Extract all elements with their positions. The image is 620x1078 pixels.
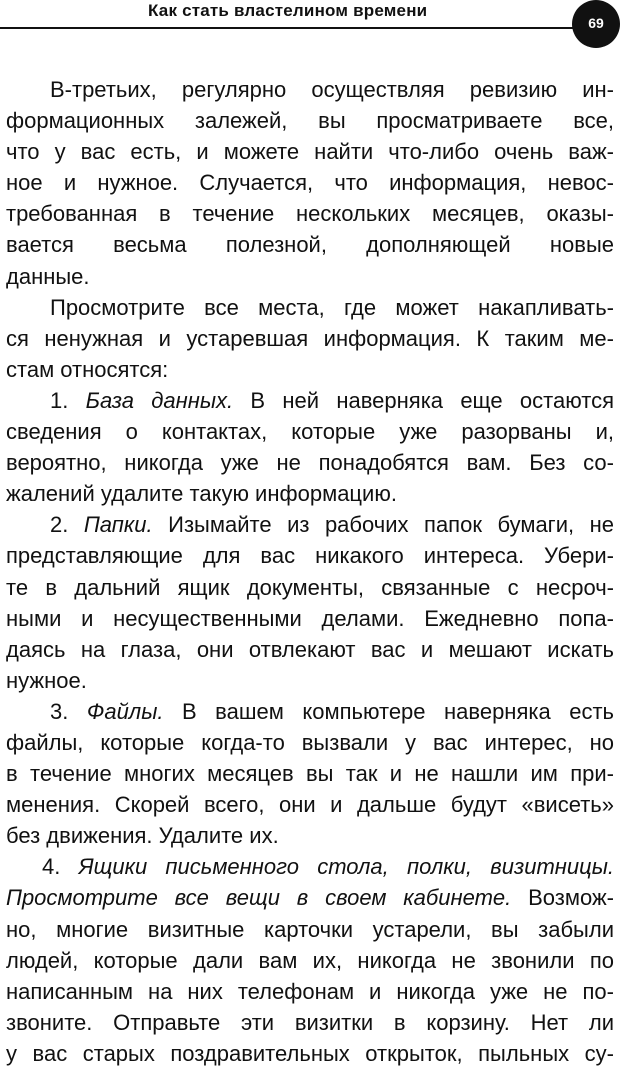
text-line <box>6 323 614 354</box>
text-segment: без движения. Удалите их. <box>6 823 279 849</box>
text-segment: те в дальний ящик документы, связанные с несроч- <box>6 574 614 600</box>
text-line <box>6 229 614 260</box>
text-segment: ными и несущественными делами. Ежедневно попа- <box>6 605 614 631</box>
page-number-badge <box>572 0 620 48</box>
italic-text-segment: Папки. <box>83 512 153 538</box>
text-line <box>6 416 614 447</box>
text-line <box>6 758 614 789</box>
text-line <box>6 603 614 634</box>
text-line <box>6 167 614 198</box>
text-line <box>6 914 614 945</box>
text-line <box>6 1038 614 1069</box>
text-segment: ное и нужное. Случается, что информация, невос- <box>6 170 614 196</box>
text-line <box>6 945 614 976</box>
text-segment: представляющие для вас никакого интереса. Убери- <box>6 543 614 569</box>
text-segment: звоните. Отправьте эти визитки в корзину. Нет ли <box>6 1009 614 1035</box>
text-line <box>6 1007 614 1038</box>
text-segment: файлы, которые когда-то вызвали у вас интерес, но <box>6 729 614 755</box>
text-line <box>6 105 614 136</box>
text-segment: но, многие визитные карточки устарели, вы забыли <box>6 916 614 942</box>
text-line <box>6 354 614 385</box>
text-segment: ся ненужная и устаревшая информация. К таким ме- <box>6 325 614 351</box>
text-line <box>6 509 614 540</box>
text-line <box>6 385 614 416</box>
text-line <box>6 478 614 509</box>
text-segment: В вашем компьютере наверняка есть <box>163 698 614 724</box>
text-segment: 1. <box>50 387 86 413</box>
text-segment: вается весьма полезной, дополняющей новые <box>6 232 614 258</box>
text-line <box>6 665 614 696</box>
text-segment: жалений удалите такую информацию. <box>6 481 397 507</box>
italic-text-segment: Ящики письменного стола, полки, визитницы. <box>78 854 614 880</box>
text-segment: формационных залежей, вы просматриваете все, <box>6 108 614 134</box>
running-title: Как стать властелином времени <box>148 1 428 20</box>
text-segment: В ней наверняка еще остаются <box>233 387 614 413</box>
text-segment: людей, которые дали вам их, никогда не звонили по <box>6 947 614 973</box>
text-line <box>6 447 614 478</box>
text-segment: что у вас есть, и можете найти что-либо очень важ- <box>6 139 614 165</box>
text-segment: требованная в течение нескольких месяцев, оказы- <box>6 201 614 227</box>
text-segment: сведения о контактах, которые уже разорваны и, <box>6 419 614 445</box>
text-line <box>6 74 614 105</box>
text-line <box>6 851 614 882</box>
text-line <box>6 292 614 323</box>
text-line <box>6 882 614 913</box>
italic-text-segment: База данных. <box>85 387 234 413</box>
text-segment: менения. Скорей всего, они и дальше будут «висеть» <box>6 792 614 818</box>
header-rule <box>0 27 582 29</box>
text-segment: 4. <box>42 854 79 880</box>
text-segment: у вас старых поздравительных открыток, пыльных су- <box>6 1040 614 1066</box>
text-line <box>6 136 614 167</box>
text-line <box>6 696 614 727</box>
text-segment: 3. <box>50 698 87 724</box>
italic-text-segment: Файлы. <box>86 698 164 724</box>
text-line <box>6 727 614 758</box>
text-segment: В-третьих, регулярно осуществляя ревизию ин- <box>50 77 614 102</box>
text-segment: в течение многих месяцев вы так и не нашли им при- <box>6 761 614 787</box>
text-segment: стам относятся: <box>6 356 169 382</box>
text-segment: даясь на глаза, они отвлекают вас и мешают искать <box>6 636 614 662</box>
italic-text-segment: Просмотрите все вещи в своем кабинете. <box>6 885 512 911</box>
text-line <box>6 261 614 292</box>
text-segment: Просмотрите все места, где может накапливать- <box>50 294 614 320</box>
page-body-text <box>6 74 614 1069</box>
text-segment: Изымайте из рабочих папок бумаги, не <box>152 512 614 538</box>
text-line <box>6 820 614 851</box>
running-header <box>0 0 620 48</box>
text-line <box>6 572 614 603</box>
text-line <box>6 634 614 665</box>
text-segment: Возмож- <box>511 885 614 911</box>
text-segment: данные. <box>6 263 90 289</box>
text-line <box>6 540 614 571</box>
text-segment: 2. <box>50 512 84 538</box>
text-line <box>6 789 614 820</box>
text-segment: написанным на них телефонам и никогда уже не по- <box>6 978 614 1004</box>
text-segment: вероятно, никогда уже не понадобятся вам. Без со- <box>6 450 614 476</box>
text-segment: нужное. <box>6 667 87 693</box>
text-line <box>6 976 614 1007</box>
text-line <box>6 198 614 229</box>
page-number: 69 <box>588 15 604 31</box>
